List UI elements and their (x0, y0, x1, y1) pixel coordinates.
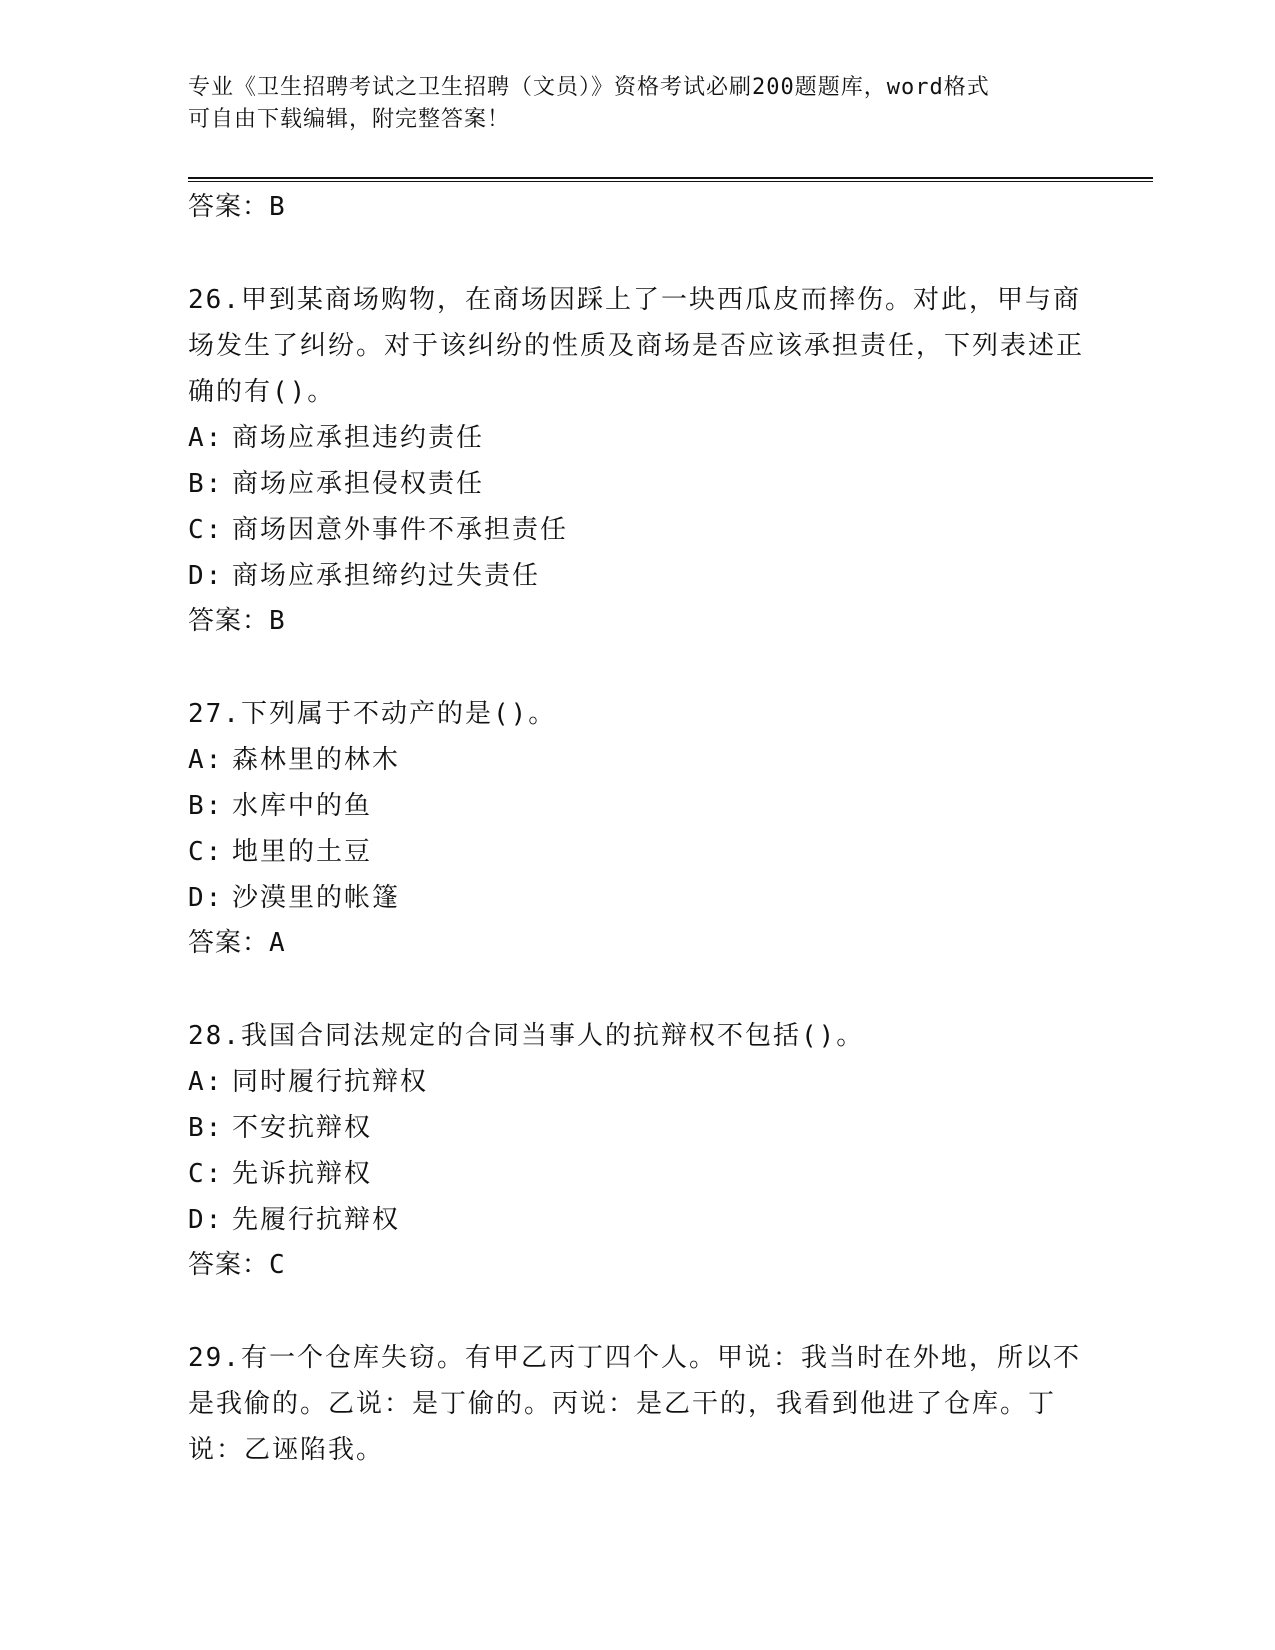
question-block-29 (188, 1335, 1088, 1473)
option-text: 商场应承担侵权责任 (232, 469, 485, 499)
answer-line: 答案：C (188, 1250, 286, 1280)
option-letter: C: (188, 515, 224, 545)
page-header (188, 72, 1088, 136)
option-letter: B: (188, 791, 224, 821)
option-text: 先诉抗辩权 (232, 1159, 373, 1189)
option-b (188, 1105, 1088, 1151)
option-d (188, 553, 1088, 599)
option-letter: D: (188, 561, 224, 591)
answer-line: 答案：B (188, 192, 286, 222)
header-line-1: 专业《卫生招聘考试之卫生招聘（文员）》资格考试必刷200题题库，word格式 (188, 75, 990, 100)
option-text: 商场因意外事件不承担责任 (232, 515, 569, 545)
option-text: 水库中的鱼 (232, 791, 373, 821)
option-letter: B: (188, 1113, 224, 1143)
answer-line: 答案：A (188, 928, 286, 958)
option-b (188, 461, 1088, 507)
option-text: 地里的土豆 (232, 837, 373, 867)
question-list (188, 185, 1088, 1473)
question-text: 29.有一个仓库失窃。有甲乙丙丁四个人。甲说：我当时在外地，所以不是我偷的。乙说：是丁偷的。丙说：是乙干的，我看到他进了仓库。丁说：乙诬陷我。 (188, 1343, 1081, 1465)
header-divider (188, 177, 1153, 182)
option-text: 森林里的林木 (232, 745, 401, 775)
answer-line: 答案：B (188, 606, 286, 636)
option-text: 同时履行抗辩权 (232, 1067, 429, 1097)
option-letter: B: (188, 469, 224, 499)
option-text: 沙漠里的帐篷 (232, 883, 401, 913)
question-text: 27.下列属于不动产的是()。 (188, 699, 557, 729)
option-c (188, 507, 1088, 553)
option-letter: C: (188, 837, 224, 867)
option-letter: A: (188, 423, 224, 453)
option-letter: C: (188, 1159, 224, 1189)
option-text: 商场应承担缔约过失责任 (232, 561, 541, 591)
question-text: 28.我国合同法规定的合同当事人的抗辩权不包括()。 (188, 1021, 865, 1051)
option-c (188, 829, 1088, 875)
option-text: 不安抗辩权 (232, 1113, 373, 1143)
option-b (188, 783, 1088, 829)
option-a (188, 737, 1088, 783)
option-text: 先履行抗辩权 (232, 1205, 401, 1235)
option-letter: A: (188, 1067, 224, 1097)
option-a (188, 1059, 1088, 1105)
header-line-2: 可自由下载编辑，附完整答案！ (188, 107, 511, 132)
option-text: 商场应承担违约责任 (232, 423, 485, 453)
question-text: 26.甲到某商场购物，在商场因踩上了一块西瓜皮而摔伤。对此，甲与商场发生了纠纷。对于该纠纷的性质及商场是否应该承担责任，下列表述正确的有()。 (188, 285, 1085, 407)
option-letter: A: (188, 745, 224, 775)
question-block-28 (188, 1013, 1088, 1287)
option-letter: D: (188, 883, 224, 913)
question-block-26 (188, 277, 1088, 643)
option-d (188, 1197, 1088, 1243)
question-block-27 (188, 691, 1088, 965)
option-a (188, 415, 1088, 461)
option-d (188, 875, 1088, 921)
option-letter: D: (188, 1205, 224, 1235)
option-c (188, 1151, 1088, 1197)
